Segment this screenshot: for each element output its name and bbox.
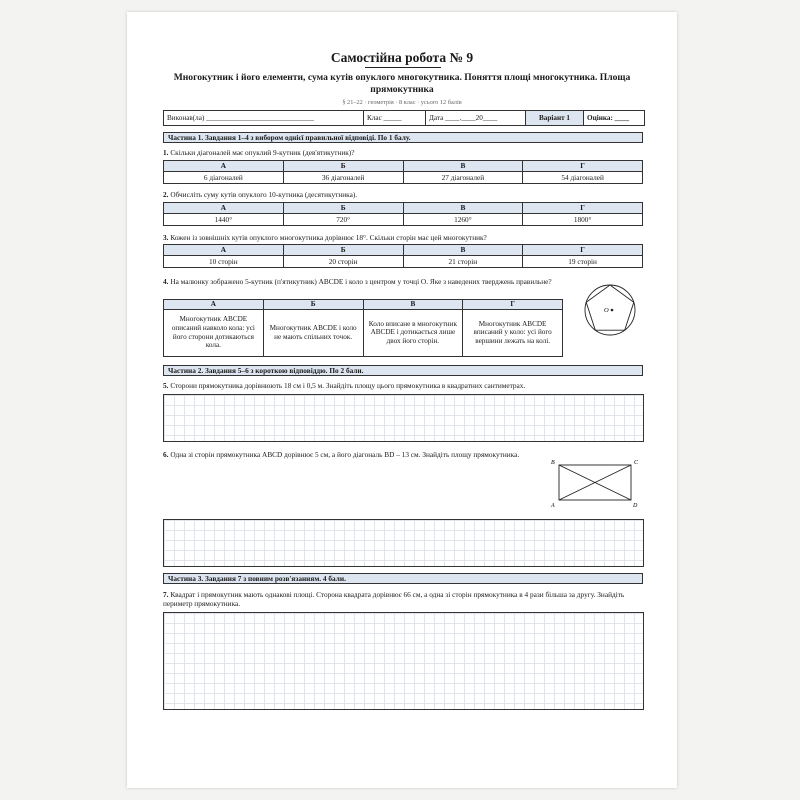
question-text: Сторони прямокутника дорівнюють 18 см і 0,5 м. Знайдіть площу цього прямокутника в квадратних сантиметрах.: [170, 381, 526, 390]
question-1: [163, 148, 645, 157]
answer-option[interactable]: 720°: [283, 214, 403, 226]
answer-table-q1: [163, 160, 643, 184]
answer-letter: А: [164, 203, 284, 214]
vertex-label: D: [633, 503, 638, 508]
student-info-row: [163, 110, 645, 126]
answer-option[interactable]: 1260°: [403, 214, 523, 226]
answer-letter: В: [363, 300, 463, 310]
part1-heading: Частина 1. Завдання 1–4 з вибором однієї правильної відповіді. По 1 балу.: [163, 132, 643, 143]
question-number: 6.: [163, 450, 169, 459]
worksheet-page: [127, 12, 677, 788]
answer-letter: В: [403, 245, 523, 256]
answer-letter: Б: [283, 245, 403, 256]
vertex-label: B: [551, 460, 555, 466]
answer-grid-q7[interactable]: [163, 612, 644, 710]
answer-option[interactable]: Многокутник ABCDE вписаний у коло: усі його вершини лежать на колі.: [463, 309, 563, 356]
question-7: [163, 590, 645, 608]
answer-letter: А: [164, 161, 284, 172]
question-6: [163, 450, 523, 459]
variant-cell: Варіант 1: [526, 111, 584, 125]
center-point: [611, 309, 614, 312]
answer-option[interactable]: 54 діагоналей: [523, 172, 643, 184]
question-number: 2.: [163, 190, 169, 199]
part3-heading: Частина 3. Завдання 7 з повним розв'язанням. 4 бали.: [163, 573, 643, 584]
question-number: 3.: [163, 233, 169, 242]
center-label: O: [604, 307, 609, 314]
part2-heading: Частина 2. Завдання 5–6 з короткою відповіддю. По 2 бали.: [163, 365, 643, 376]
question-text: Квадрат і прямокутник мають однакові площі. Сторона квадрата дорівнює 66 см, а одна зі сторін прямокутника в 4 рази більша за другу. Знайдіть периметр прямокутника.: [163, 590, 625, 609]
answer-letter: Б: [283, 203, 403, 214]
question-number: 1.: [163, 148, 169, 157]
answer-table-q3: [163, 244, 643, 268]
question-2: [163, 190, 645, 199]
vertex-label: C: [634, 460, 639, 466]
answer-option[interactable]: 20 сторін: [283, 256, 403, 268]
question-text: Обчисліть суму кутів опуклого 10-кутника (десятикутника).: [170, 190, 358, 199]
answer-table-q4: [163, 299, 563, 357]
answer-letter: Г: [523, 161, 643, 172]
class-field[interactable]: Клас _____: [364, 111, 426, 125]
question-number: 4.: [163, 277, 169, 286]
date-field[interactable]: Дата ____.____20____: [426, 111, 526, 125]
answer-option[interactable]: 10 сторін: [164, 256, 284, 268]
grade-field[interactable]: Оцінка: ____: [587, 114, 630, 122]
answer-letter: В: [403, 203, 523, 214]
answer-table-q2: [163, 202, 643, 226]
answer-option[interactable]: Многокутник ABCDE описаний навколо кола: усі його сторони дотикаються кола.: [164, 309, 264, 356]
page-meta: § 21–22 · геометрія · 8 клас · усього 12 балів: [342, 99, 462, 106]
rectangle-abcd-figure: [547, 456, 647, 508]
answer-grid-q6[interactable]: [163, 519, 644, 567]
vertex-label: A: [551, 503, 555, 508]
answer-letter: Г: [523, 203, 643, 214]
question-text: Скільки діагоналей має опуклий 9-кутник (дев'ятикутник)?: [170, 148, 355, 157]
question-number: 5.: [163, 381, 169, 390]
question-text: Кожен із зовнішніх кутів опуклого многокутника дорівнює 18°. Скільки сторін має цей многокутник?: [170, 233, 487, 242]
page-title: Самостійна робота № 9: [330, 50, 474, 65]
answer-option[interactable]: 27 діагоналей: [403, 172, 523, 184]
answer-letter: Г: [463, 300, 563, 310]
question-3: [163, 233, 645, 242]
question-text: На малюнку зображено 5-кутник (п'ятикутник) ABCDE і коло з центром у точці O. Яке з наведених тверджень правильне?: [170, 277, 552, 286]
pentagon-in-circle-figure: [580, 280, 640, 340]
title-underline: [365, 67, 441, 68]
answer-option[interactable]: 19 сторін: [523, 256, 643, 268]
question-text: Одна зі сторін прямокутника ABCD дорівнює 5 см, а його діагональ BD – 13 см. Знайдіть площу прямокутника.: [170, 450, 520, 459]
question-4: [163, 277, 575, 286]
answer-letter: Б: [263, 300, 363, 310]
answer-option[interactable]: 1440°: [164, 214, 284, 226]
answer-option[interactable]: 1800°: [523, 214, 643, 226]
answer-grid-q5[interactable]: [163, 394, 644, 442]
answer-option[interactable]: 21 сторін: [403, 256, 523, 268]
answer-option[interactable]: 6 діагоналей: [164, 172, 284, 184]
answer-letter: Г: [523, 245, 643, 256]
question-5: [163, 381, 645, 390]
circumscribed-circle: [585, 285, 635, 335]
answer-letter: Б: [283, 161, 403, 172]
answer-letter: А: [164, 245, 284, 256]
answer-option[interactable]: Коло вписане в многокутник ABCDE і дотикається лише двох його сторін.: [363, 309, 463, 356]
question-number: 7.: [163, 590, 169, 599]
page-subtitle: Многокутник і його елементи, сума кутів опуклого многокутника. Поняття площі многокутника. Площа прямокутника: [173, 72, 631, 95]
answer-letter: В: [403, 161, 523, 172]
name-field[interactable]: Виконав(ла) ______________________________: [164, 111, 364, 125]
answer-option[interactable]: 36 діагоналей: [283, 172, 403, 184]
answer-option[interactable]: Многокутник ABCDE і коло не мають спільних точок.: [263, 309, 363, 356]
answer-letter: А: [164, 300, 264, 310]
